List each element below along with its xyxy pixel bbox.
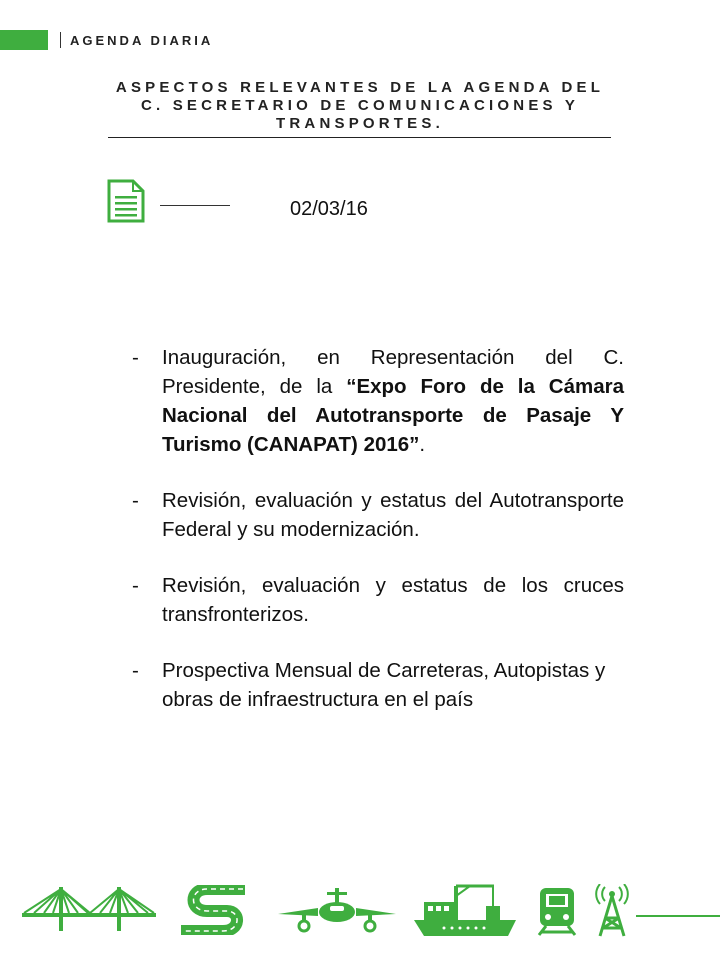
event-name: “Expo Foro de la Cámara Nacional del Autotransporte de Pasaje Y Turismo (CANAPAT) 2016” (162, 375, 624, 456)
train-icon (536, 886, 578, 936)
road-icon (175, 885, 261, 935)
agenda-item (132, 486, 624, 544)
document-icon (106, 178, 146, 224)
agenda-item (132, 571, 624, 629)
page-title (110, 79, 610, 133)
agenda-date: 02/03/16 (290, 198, 368, 220)
ship-icon (414, 882, 518, 938)
agenda-item-text: Revisión, evaluación y estatus del Autotransporte Federal y su modernización. (162, 489, 624, 541)
antenna-icon (594, 884, 630, 938)
date-rule (160, 205, 230, 206)
agenda-item (132, 656, 624, 714)
agenda-item-text: Revisión, evaluación y estatus de los cruces transfronterizos. (162, 574, 624, 626)
bullet-dash: - (132, 574, 139, 597)
agenda-item (132, 343, 624, 459)
header-divider (60, 32, 61, 48)
airplane-icon (278, 886, 396, 934)
header-label: AGENDA DIARIA (70, 33, 214, 48)
header-accent-bar (0, 30, 48, 50)
title-line: C. SECRETARIO DE COMUNICACIONES Y (140, 97, 580, 114)
agenda-item-text: Prospectiva Mensual de Carreteras, Autopistas y obras de infraestructura en el país (162, 659, 606, 711)
title-underline (108, 137, 611, 138)
title-line: TRANSPORTES. (276, 115, 444, 132)
bullet-dash: - (132, 346, 139, 369)
bullet-dash: - (132, 489, 139, 512)
bridge-icon (22, 885, 156, 933)
bullet-dash: - (132, 659, 139, 682)
agenda-item-text: Inauguración, en Representación del C. Presidente, de la “Expo Foro de la Cámara Nacional del Autotransporte de Pasaje Y Turismo (CANAPAT) 2016”. (162, 346, 624, 456)
footer-accent-line (636, 915, 720, 917)
agenda-list (132, 343, 624, 741)
title-line: ASPECTOS RELEVANTES DE LA AGENDA DEL (115, 79, 605, 96)
